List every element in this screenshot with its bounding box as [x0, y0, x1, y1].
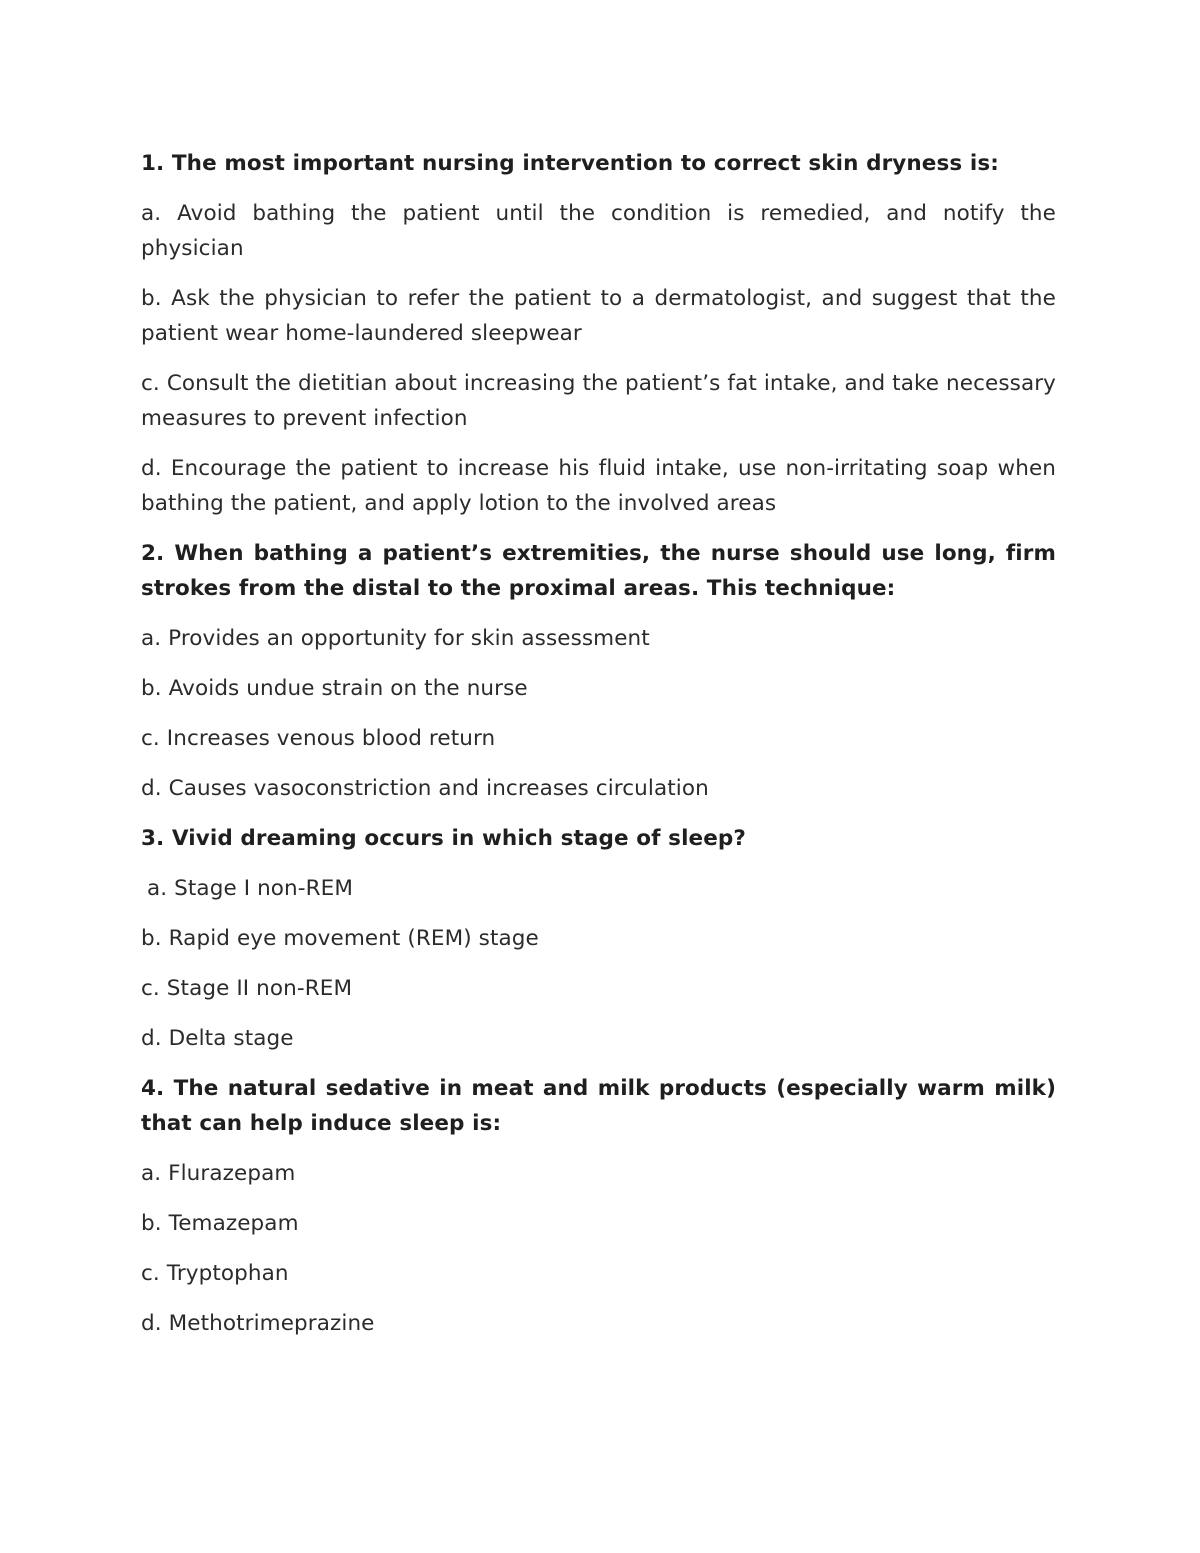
- question-1-option-d: d. Encourage the patient to increase his fluid intake, use non-irritating soap when bathing the patient, and apply lotion to the involved areas: [141, 456, 1056, 516]
- question-3: 3. Vivid dreaming occurs in which stage of sleep?: [141, 826, 746, 851]
- question-2: 2. When bathing a patient’s extremities, the nurse should use long, firm strokes from the distal to the proximal areas. This technique:: [141, 541, 1056, 601]
- question-1-option-a: a. Avoid bathing the patient until the condition is remedied, and notify the physician: [141, 201, 1056, 261]
- question-4-option-c: c. Tryptophan: [141, 1261, 289, 1286]
- question-1-option-b: b. Ask the physician to refer the patient to a dermatologist, and suggest that the patient wear home-laundered sleepwear: [141, 286, 1056, 346]
- question-4: 4. The natural sedative in meat and milk products (especially warm milk) that can help induce sleep is:: [141, 1076, 1056, 1136]
- question-4-option-b: b. Temazepam: [141, 1211, 299, 1236]
- question-1-option-c: c. Consult the dietitian about increasing the patient’s fat intake, and take necessary measures to prevent infection: [141, 371, 1056, 431]
- question-2-option-c: c. Increases venous blood return: [141, 726, 496, 751]
- question-3-option-a: a. Stage I non-REM: [147, 876, 354, 901]
- question-3-option-c: c. Stage II non-REM: [141, 976, 353, 1001]
- question-2-option-d: d. Causes vasoconstriction and increases circulation: [141, 776, 709, 801]
- question-2-option-a: a. Provides an opportunity for skin assessment: [141, 626, 650, 651]
- question-2-option-b: b. Avoids undue strain on the nurse: [141, 676, 528, 701]
- document-page: [141, 146, 1056, 1356]
- question-3-option-d: d. Delta stage: [141, 1026, 294, 1051]
- question-4-option-a: a. Flurazepam: [141, 1161, 296, 1186]
- question-1: 1. The most important nursing intervention to correct skin dryness is:: [141, 151, 999, 176]
- question-3-option-b: b. Rapid eye movement (REM) stage: [141, 926, 539, 951]
- question-4-option-d: d. Methotrimeprazine: [141, 1311, 375, 1336]
